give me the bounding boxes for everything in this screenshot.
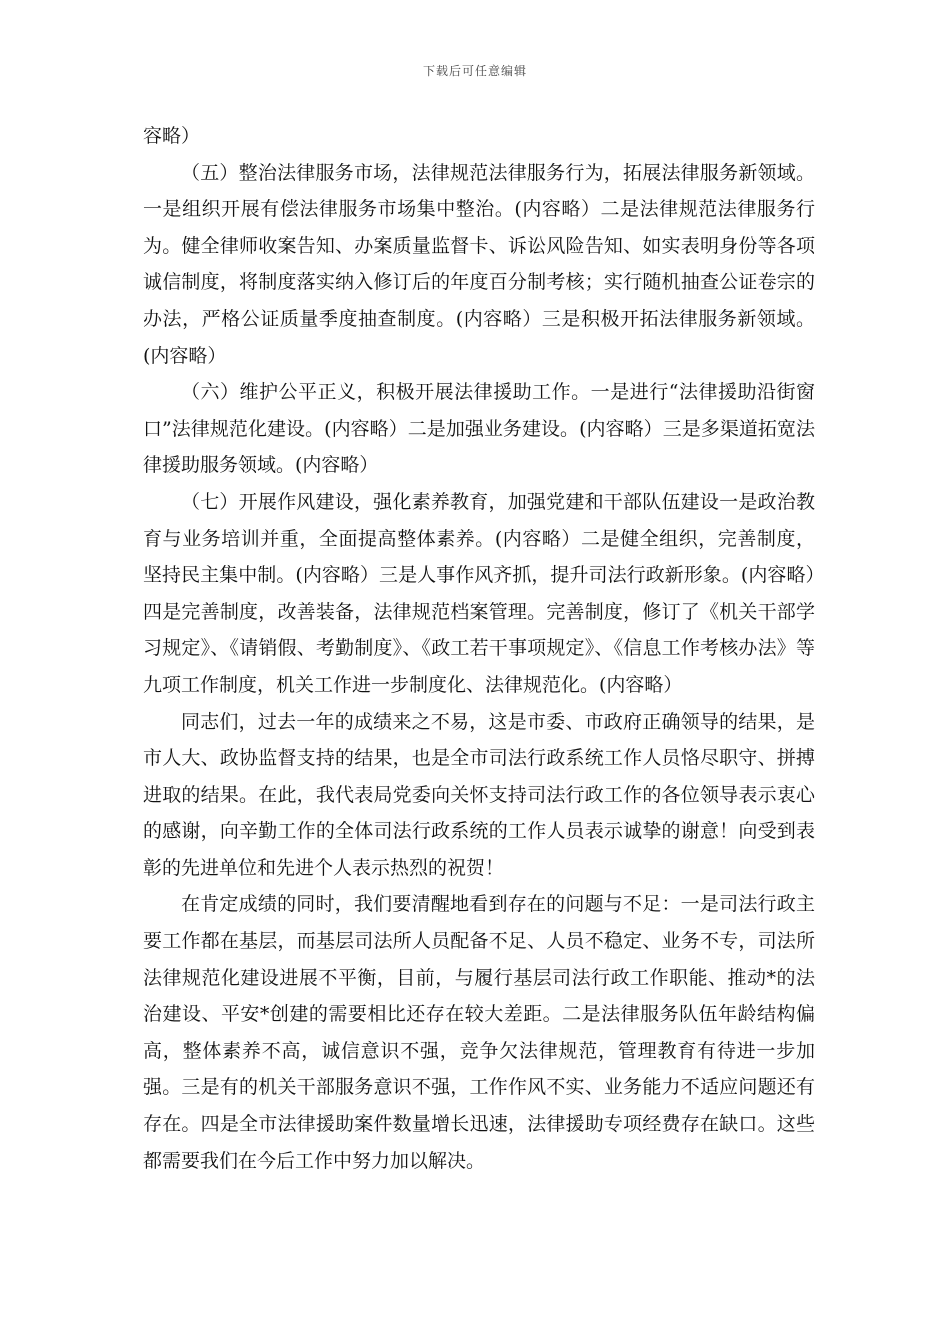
- document-body: [143, 118, 815, 1179]
- page-header: 下载后可任意编辑: [422, 64, 527, 78]
- paragraph-continuation: 容略）: [143, 125, 201, 147]
- paragraph-problems: 在肯定成绩的同时，我们要清醒地看到存在的问题与不足：一是司法行政主要工作都在基层，而基层司法所人员配备不足、人员不稳定、业务不专，司法所法律规范化建设进展不平衡，目前，与履行基层司法行政工作职能、推动*的法治建设、平安*创建的需要相比还存在较大差距。二是法律服务队伍年龄结构偏高，整体素养不高，诚信意识不强，竞争欠法律规范，管理教育有待进一步加强。三是有的机关干部服务意识不强，工作作风不实、业务能力不适应问题还有存在。四是全市法律援助案件数量增长迅速，法律援助专项经费存在缺口。这些都需要我们在今后工作中努力加以解决。: [143, 893, 815, 1172]
- paragraph-section-6: （六）维护公平正义，积极开展法律援助工作。一是进行“法律援助沿街窗口”法律规范化建设。(内容略）二是加强业务建设。(内容略）三是多渠道拓宽法律援助服务领域。(内容略）: [143, 381, 815, 477]
- paragraph-acknowledgement: 同志们，过去一年的成绩来之不易，这是市委、市政府正确领导的结果，是市人大、政协监督支持的结果，也是全市司法行政系统工作人员恪尽职守、拼搏进取的结果。在此，我代表局党委向关怀支持司法行政工作的各位领导表示衷心的感谢，向辛勤工作的全体司法行政系统的工作人员表示诚挚的谢意！向受到表彰的先进单位和先进个人表示热烈的祝贺！: [143, 710, 815, 879]
- paragraph-section-7: （七）开展作风建设，强化素养教育，加强党建和干部队伍建设一是政治教育与业务培训并重，全面提高整体素养。(内容略）二是健全组织，完善制度，坚持民主集中制。(内容略）三是人事作风齐抓，提升司法行政新形象。(内容略）四是完善制度，改善装备，法律规范档案管理。完善制度，修订了《机关干部学习规定》、《请销假、考勤制度》、《政工若干事项规定》、《信息工作考核办法》等九项工作制度，机关工作进一步制度化、法律规范化。(内容略）: [143, 490, 815, 696]
- paragraph-section-5: （五）整治法律服务市场，法律规范法律服务行为，拓展法律服务新领域。一是组织开展有偿法律服务市场集中整治。(内容略）二是法律规范法律服务行为。健全律师收案告知、办案质量监督卡、诉讼风险告知、如实表明身份等各项诚信制度，将制度落实纳入修订后的年度百分制考核；实行随机抽查公证卷宗的办法，严格公证质量季度抽查制度。(内容略）三是积极开拓法律服务新领域。(内容略）: [143, 161, 815, 367]
